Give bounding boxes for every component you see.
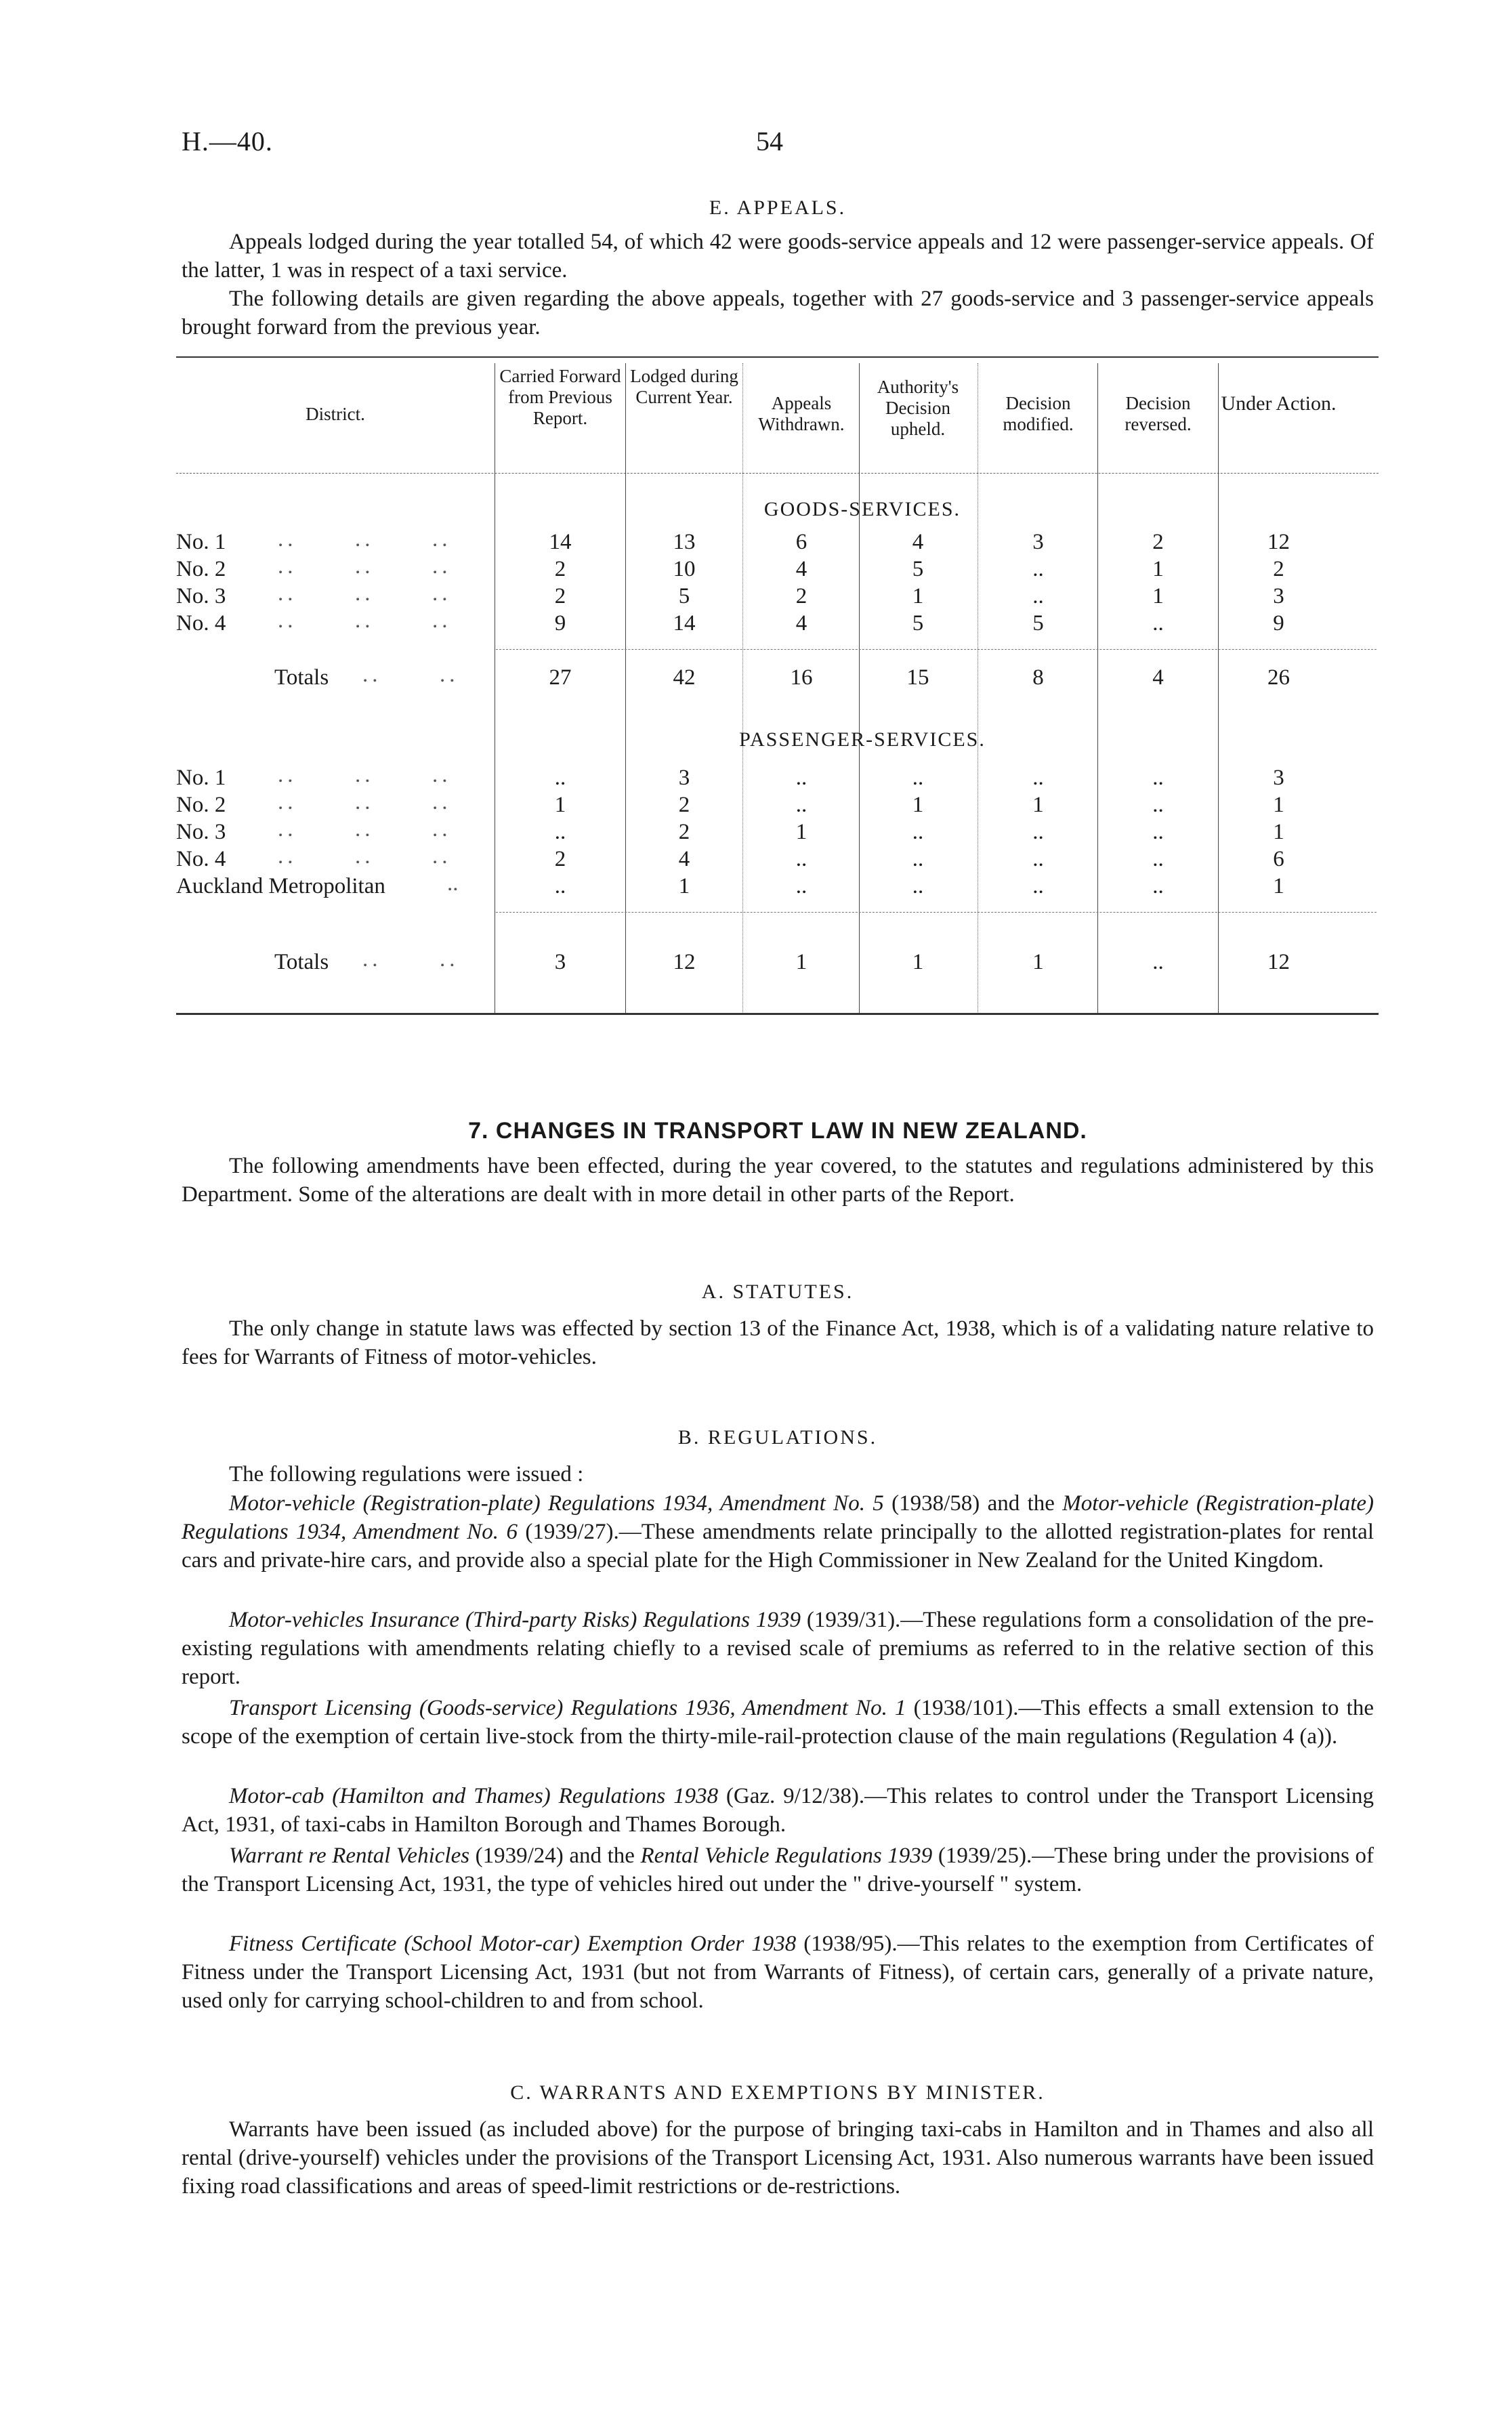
leader-dots: .. ..	[362, 663, 459, 687]
regulation-item: Warrant re Rental Vehicles (1939/24) and the Rental Vehicle Regulations 1939 (1939/25).—These bring under the provisions of the Transport Licensing Act, 1931, the type of vehicles hired out under the " drive-yourself " system.	[182, 1844, 1374, 1896]
column-header-upheld: Authority's Decision upheld.	[877, 377, 959, 439]
totals-label: Totals	[274, 950, 329, 974]
under-action-cell: 1	[1273, 820, 1284, 844]
warrants-heading: C. WARRANTS AND EXEMPTIONS BY MINISTER.	[510, 2081, 1045, 2104]
table-row	[176, 608, 1379, 638]
lodged-total: 12	[673, 950, 696, 974]
reversed-total: 4	[1152, 665, 1164, 690]
reversed-cell: ..	[1152, 766, 1164, 790]
table-row	[176, 581, 1379, 611]
regulation-title: Rental Vehicle Regulations 1939	[640, 1844, 933, 1868]
column-header-under-action: Under Action.	[1221, 392, 1337, 415]
table-row	[176, 871, 1379, 901]
district-cell: No. 3	[176, 584, 226, 608]
regulation-title: Warrant re Rental Vehicles	[229, 1844, 470, 1868]
table-bottom-rule	[176, 1013, 1379, 1015]
table-row	[176, 790, 1379, 820]
warrants-paragraph: Warrants have been issued (as included above) for the purpose of bringing taxi-cabs in Hamilton and in Thames and also all rental (drive-yourself) vehicles under the provisions of the Transport Licensing Act, 1931. Also numerous warrants have been issued fixing road classifications and areas of speed-limit restrictions or de-restrictions.	[182, 2117, 1374, 2199]
upheld-cell: 1	[912, 793, 924, 817]
modified-cell: 5	[1032, 611, 1044, 636]
leader-dots: .. .. ..	[278, 763, 452, 787]
lodged-cell: 13	[673, 530, 696, 554]
reversed-cell: 1	[1152, 557, 1164, 581]
lodged-cell: 10	[673, 557, 696, 581]
section-7-heading: 7. CHANGES IN TRANSPORT LAW IN NEW ZEALAND.	[468, 1118, 1087, 1144]
regulation-title: Transport Licensing (Goods-service) Regulations 1936, Amendment No. 1	[229, 1696, 906, 1720]
column-header-carried-forward: Carried Forward from Previous Report.	[499, 366, 621, 428]
lodged-cell: 2	[678, 793, 690, 817]
modified-cell: 3	[1032, 530, 1044, 554]
leader-dots: .. .. ..	[278, 844, 452, 869]
table-row	[176, 763, 1379, 793]
table-row	[176, 844, 1379, 874]
withdrawn-cell: ..	[795, 793, 807, 817]
regulation-item: Transport Licensing (Goods-service) Regulations 1936, Amendment No. 1 (1938/101).—This effects a small extension to the scope of the exemption of certain live-stock from the thirty-mile-rail-protection clause of the main regulations (Regulation 4 (a)).	[182, 1696, 1374, 1749]
carried-cell: 9	[554, 611, 566, 636]
column-header-district: District.	[306, 404, 365, 424]
totals-row	[176, 947, 1379, 977]
modified-cell: ..	[1032, 847, 1044, 871]
leader-dots: .. .. ..	[278, 790, 452, 814]
leader-dots: .. ..	[362, 947, 459, 972]
regulation-item: Motor-cab (Hamilton and Thames) Regulations 1938 (Gaz. 9/12/38).—This relates to control under the Transport Licensing Act, 1931, of taxi-cabs in Hamilton Borough and Thames Borough.	[182, 1784, 1374, 1837]
withdrawn-cell: 6	[795, 530, 807, 554]
section-7-intro: The following amendments have been effected, during the year covered, to the statutes and regulations administered by this Department. Some of the alterations are dealt with in more detail in other parts of the Report.	[182, 1154, 1374, 1207]
withdrawn-cell: 1	[795, 820, 807, 844]
leader-dots: .. .. ..	[278, 817, 452, 841]
regulation-item: Motor-vehicle (Registration-plate) Regulations 1934, Amendment No. 5 (1938/58) and the Motor-vehicle (Registration-plate) Regulations 1934, Amendment No. 6 (1939/27).—These amendments relate principally to the allotted registration-plates for rental cars and private-hire cars, and provide also a special plate for the High Commissioner in New Zealand for the United Kingdom.	[182, 1491, 1374, 1573]
under-action-cell: 6	[1273, 847, 1284, 871]
under-action-total: 12	[1267, 950, 1290, 974]
carried-total: 3	[554, 950, 566, 974]
withdrawn-cell: 4	[795, 557, 807, 581]
totals-rule	[496, 649, 1377, 650]
column-header-modified: Decision modified.	[1003, 393, 1074, 434]
district-cell: No. 2	[176, 793, 226, 817]
upheld-cell: 4	[912, 530, 924, 554]
modified-total: 1	[1032, 950, 1044, 974]
regulation-item: Fitness Certificate (School Motor-car) Exemption Order 1938 (1938/95).—This relates to the exemption from Certificates of Fitness under the Transport Licensing Act, 1931 (but not from Warrants of Fitness), of certain cars, generally of a private nature, used only for carrying school-children to and from school.	[182, 1932, 1374, 2013]
under-action-cell: 3	[1273, 766, 1284, 790]
withdrawn-cell: 2	[795, 584, 807, 608]
column-header-reversed: Decision reversed.	[1125, 393, 1192, 434]
carried-total: 27	[549, 665, 572, 690]
modified-cell: ..	[1032, 584, 1044, 608]
carried-cell: 14	[549, 530, 572, 554]
table-row	[176, 554, 1379, 584]
carried-cell: ..	[554, 820, 566, 844]
modified-cell: ..	[1032, 557, 1044, 581]
carried-cell: 2	[554, 557, 566, 581]
report-code: H.—40.	[182, 126, 273, 157]
district-cell: No. 4	[176, 611, 226, 636]
withdrawn-cell: ..	[795, 874, 807, 898]
reversed-cell: ..	[1152, 847, 1164, 871]
upheld-cell: 5	[912, 557, 924, 581]
appeals-paragraph-1: Appeals lodged during the year totalled 54, of which 42 were goods-service appeals and 12 were passenger-service appeals. Of the latter, 1 was in respect of a taxi service.	[182, 230, 1374, 283]
passenger-services-subheading: PASSENGER-SERVICES.	[739, 728, 986, 751]
regulation-item: Motor-vehicles Insurance (Third-party Risks) Regulations 1939 (1939/31).—These regulations form a consolidation of the pre-existing regulations with amendments relating chiefly to a revised scale of premiums as referred to in the relative section of this report.	[182, 1608, 1374, 1689]
regulations-intro: The following regulations were issued :	[229, 1462, 584, 1486]
regulation-title: Motor-cab (Hamilton and Thames) Regulations 1938	[229, 1784, 719, 1808]
lodged-cell: 1	[678, 874, 690, 898]
totals-rule	[496, 912, 1377, 913]
totals-label: Totals	[274, 665, 329, 690]
leader-dots: .. .. ..	[278, 581, 452, 606]
column-header-withdrawn: Appeals Withdrawn.	[758, 393, 845, 434]
carried-cell: 1	[554, 793, 566, 817]
under-action-cell: 9	[1273, 611, 1284, 636]
regulation-title: Fitness Certificate (School Motor-car) Exemption Order 1938	[229, 1932, 797, 1956]
statutes-heading: A. STATUTES.	[701, 1281, 854, 1303]
regulation-title: Motor-vehicle (Registration-plate) Regulations 1934, Amendment No. 5	[229, 1491, 884, 1516]
reversed-cell: 2	[1152, 530, 1164, 554]
upheld-cell: ..	[912, 820, 924, 844]
modified-cell: ..	[1032, 874, 1044, 898]
lodged-cell: 14	[673, 611, 696, 636]
regulation-title: Motor-vehicles Insurance (Third-party Risks) Regulations 1939	[229, 1608, 801, 1632]
lodged-cell: 2	[678, 820, 690, 844]
district-cell: No. 3	[176, 820, 226, 844]
lodged-total: 42	[673, 665, 696, 690]
modified-cell: 1	[1032, 793, 1044, 817]
carried-cell: ..	[554, 874, 566, 898]
reversed-cell: ..	[1152, 874, 1164, 898]
modified-cell: ..	[1032, 820, 1044, 844]
appeals-heading: E. APPEALS.	[709, 196, 847, 219]
district-cell: No. 1	[176, 530, 226, 554]
table-top-rule	[176, 356, 1379, 358]
appeals-table	[176, 352, 1379, 1026]
under-action-cell: 1	[1273, 874, 1284, 898]
district-cell: No. 2	[176, 557, 226, 581]
withdrawn-total: 1	[795, 950, 807, 974]
table-header-rule	[176, 473, 1379, 474]
modified-total: 8	[1032, 665, 1044, 690]
lodged-cell: 3	[678, 766, 690, 790]
carried-cell: ..	[554, 766, 566, 790]
upheld-cell: ..	[912, 766, 924, 790]
reversed-cell: ..	[1152, 793, 1164, 817]
upheld-cell: 1	[912, 584, 924, 608]
district-cell: Auckland Metropolitan	[176, 874, 385, 898]
district-cell: No. 1	[176, 766, 226, 790]
under-action-cell: 3	[1273, 584, 1284, 608]
withdrawn-total: 16	[790, 665, 813, 690]
lodged-cell: 5	[678, 584, 690, 608]
carried-cell: 2	[554, 584, 566, 608]
lodged-cell: 4	[678, 847, 690, 871]
district-cell: No. 4	[176, 847, 226, 871]
table-row	[176, 817, 1379, 847]
regulations-heading: B. REGULATIONS.	[677, 1426, 878, 1449]
reversed-cell: ..	[1152, 611, 1164, 636]
under-action-cell: 12	[1267, 530, 1290, 554]
reversed-cell: 1	[1152, 584, 1164, 608]
under-action-cell: 1	[1273, 793, 1284, 817]
appeals-paragraph-2: The following details are given regarding the above appeals, together with 27 goods-service and 3 passenger-service appeals brought forward from the previous year.	[182, 287, 1374, 339]
leader-dots: ..	[447, 871, 459, 896]
table-row	[176, 527, 1379, 557]
upheld-cell: ..	[912, 847, 924, 871]
column-header-lodged: Lodged during Current Year.	[630, 366, 738, 407]
reversed-cell: ..	[1152, 820, 1164, 844]
leader-dots: .. .. ..	[278, 554, 452, 579]
upheld-total: 1	[912, 950, 924, 974]
under-action-total: 26	[1267, 665, 1290, 690]
leader-dots: .. .. ..	[278, 527, 452, 552]
upheld-cell: 5	[912, 611, 924, 636]
under-action-cell: 2	[1273, 557, 1284, 581]
modified-cell: ..	[1032, 766, 1044, 790]
leader-dots: .. .. ..	[278, 608, 452, 633]
upheld-cell: ..	[912, 874, 924, 898]
withdrawn-cell: 4	[795, 611, 807, 636]
statutes-paragraph: The only change in statute laws was effected by section 13 of the Finance Act, 1938, which is of a validating nature relative to fees for Warrants of Fitness of motor-vehicles.	[182, 1316, 1374, 1369]
upheld-total: 15	[906, 665, 929, 690]
regulation-title: Motor-vehicle (Registration-plate) Regulations 1934, Amendment No. 6	[182, 1491, 1374, 1544]
page-number: 54	[756, 126, 783, 157]
totals-row	[176, 665, 1379, 692]
withdrawn-cell: ..	[795, 847, 807, 871]
goods-services-subheading: GOODS-SERVICES.	[763, 498, 961, 520]
reversed-total: ..	[1152, 950, 1164, 974]
carried-cell: 2	[554, 847, 566, 871]
withdrawn-cell: ..	[795, 766, 807, 790]
